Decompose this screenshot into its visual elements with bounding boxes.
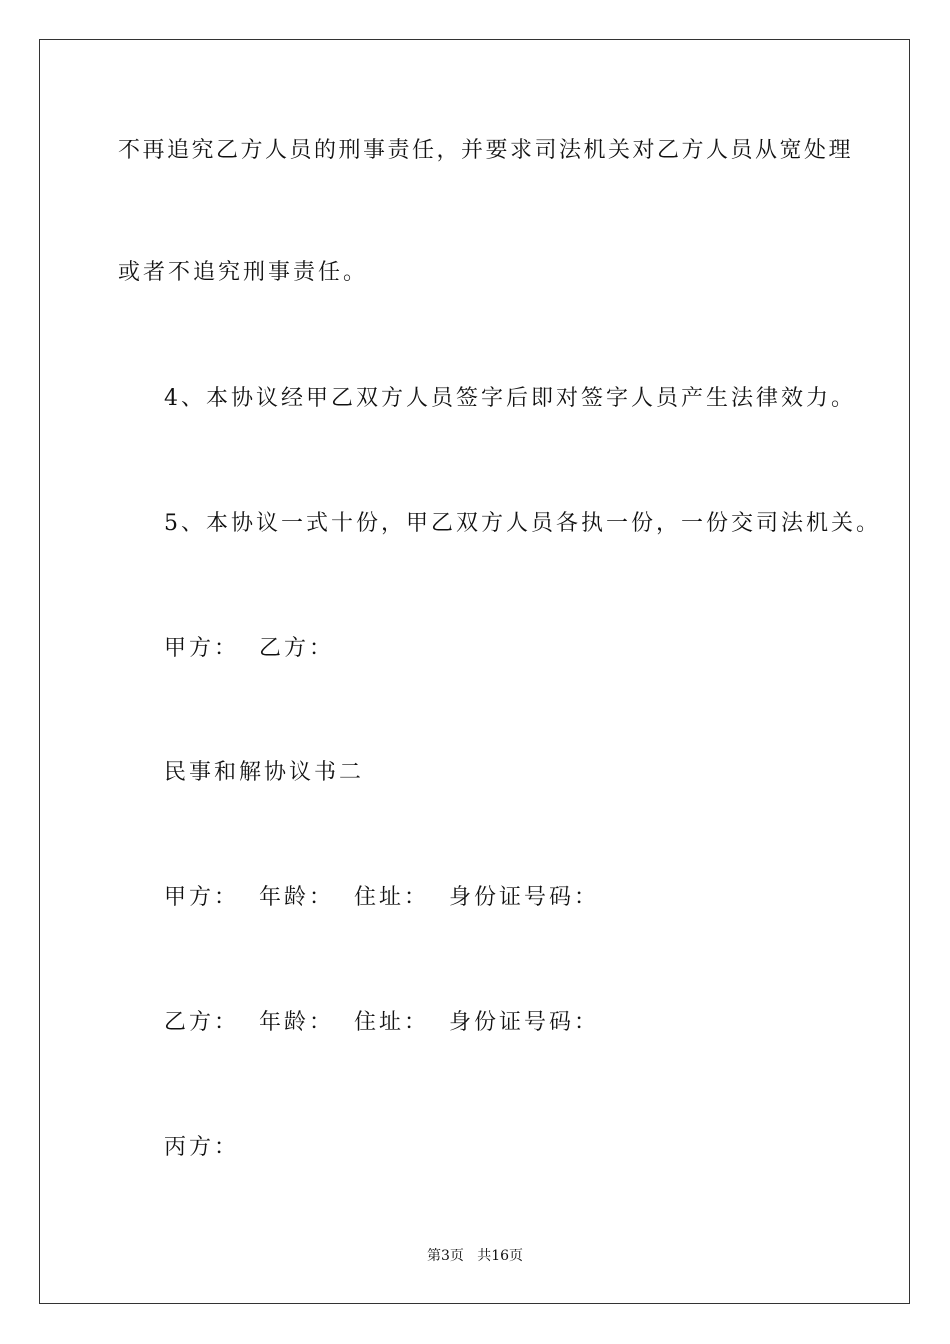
page-border (39, 39, 910, 1304)
page-number-footer: 第3页 共16页 (426, 1248, 524, 1264)
clause-5: 5、本协议一式十份，甲乙双方人员各执一份，一份交司法机关。 (164, 511, 881, 536)
body-text-line: 或者不追究刑事责任。 (118, 260, 369, 285)
clause-4: 4、本协议经甲乙双方人员签字后即对签字人员产生法律效力。 (164, 386, 856, 411)
section-title: 民事和解协议书二 (164, 760, 365, 785)
signature-line: 甲方： 乙方： (164, 636, 334, 661)
body-text-line: 不再追究乙方人员的刑事责任，并要求司法机关对乙方人员从宽处理 (118, 138, 854, 163)
party-c-info: 丙方： (164, 1135, 240, 1160)
party-b-info: 乙方： 年龄： 住址： 身份证号码： (164, 1010, 599, 1035)
party-a-info: 甲方： 年龄： 住址： 身份证号码： (164, 885, 599, 910)
